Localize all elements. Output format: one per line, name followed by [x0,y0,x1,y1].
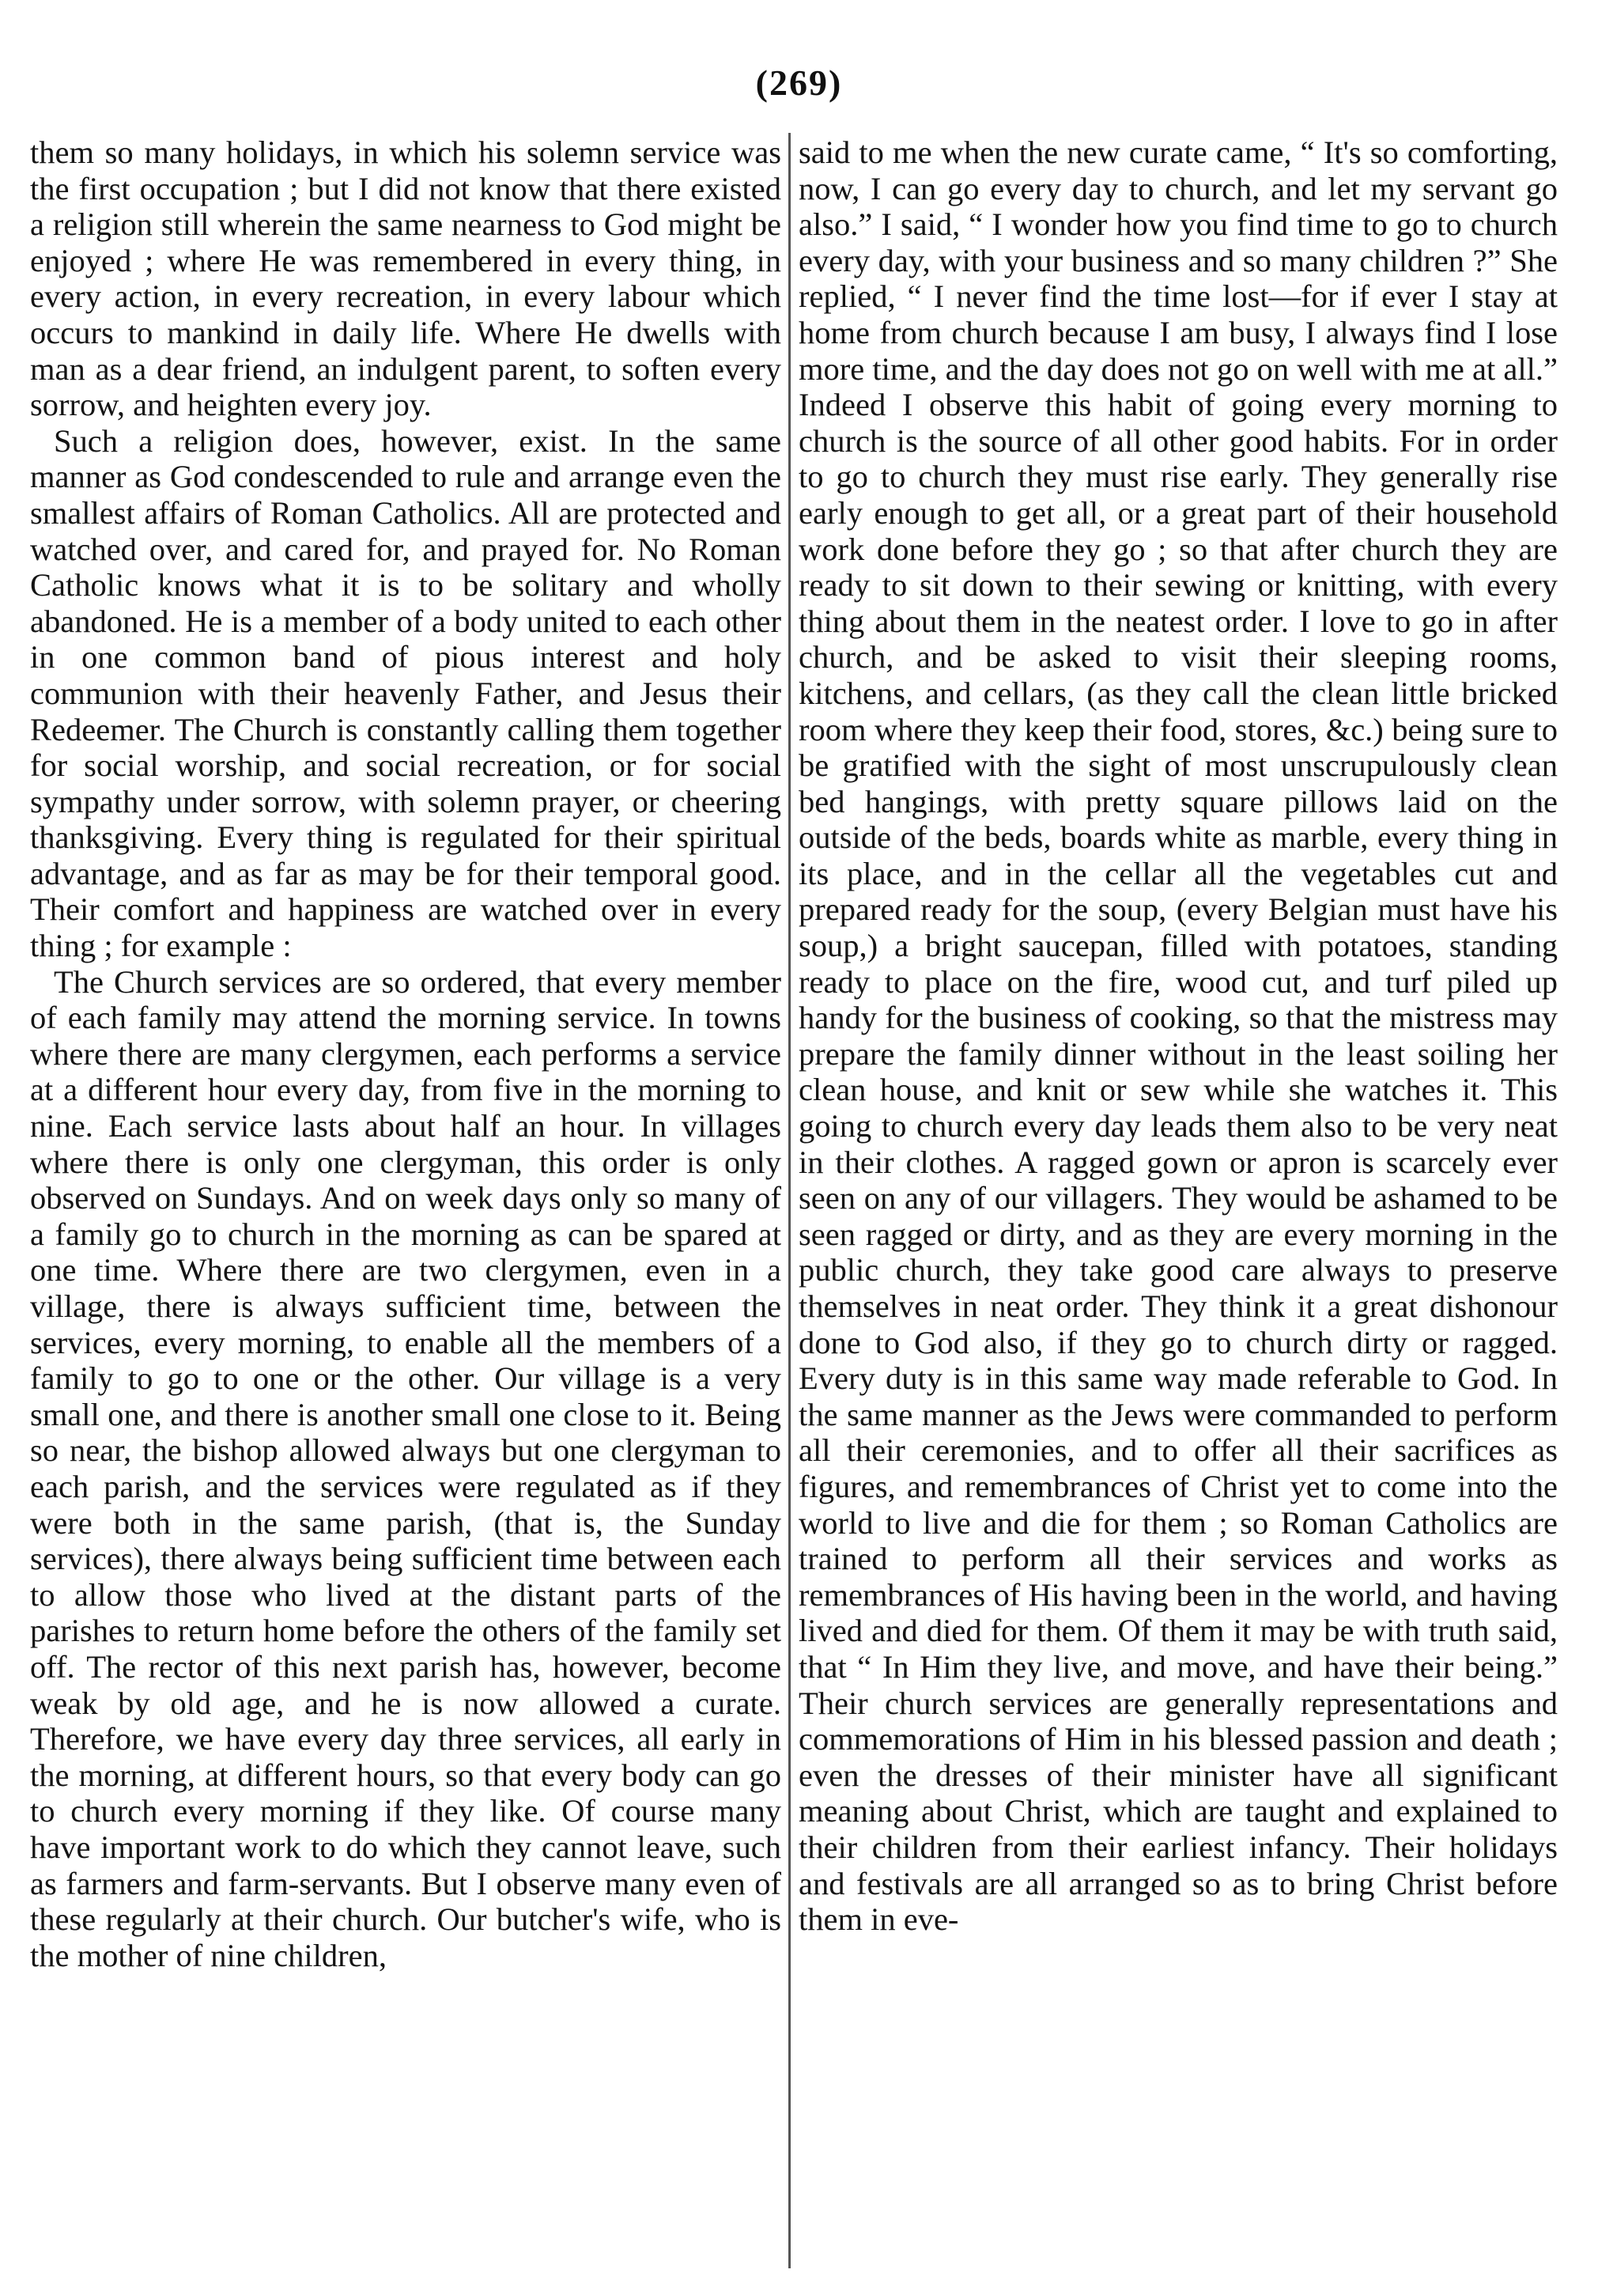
right-column [799,134,1558,2270]
right-paragraph-1: said to me when the new curate came, “ It's so comforting, now, I can go every day to church, and let my servant go also.” I said, “ I wonder how you find time to go to church every day, with your business and so many children ?” She replied, “ I never find the time lost—for if ever I stay at home from church because I am busy, I always find I lose more time, and the day does not go on well with me at all.” Indeed I observe this habit of going every morning to church is the source of all other good habits. For in order to go to church they must rise early. They generally rise early enough to get all, or a great part of their household work done before they go ; so that after church they are ready to sit down to their sewing or knitting, with every thing about them in the neatest order. I love to go in after church, and be asked to visit their sleeping rooms, kitchens, and cellars, (as they call the clean little bricked room where they keep their food, stores, &c.) being sure to be gratified with the sight of most unscrupulously clean bed hangings, with pretty square pillows laid on the outside of the beds, boards white as marble, every thing in its place, and in the cellar all the vegetables cut and prepared ready for the soup, (every Belgian must have his soup,) a bright saucepan, filled with potatoes, standing ready to place on the fire, wood cut, and turf piled up handy for the business of cooking, so that the mistress may prepare the family dinner without in the least soiling her clean house, and knit or sew while she watches it. This going to church every day leads them also to be very neat in their clothes. A ragged gown or apron is scarcely ever seen on any of our villagers. They would be ashamed to be seen ragged or dirty, and as they are every morning in the public church, they take good care always to preserve themselves in neat order. They think it a great dishonour done to God also, if they go to church dirty or ragged. Every duty is in this same way made referable to God. In the same manner as the Jews were commanded to perform all their ceremonies, and to offer all their sacrifices as figures, and remembrances of Christ yet to come into the world to live and die for them ; so Roman Catholics are trained to perform all their services and works as remembrances of His having been in the world, and having lived and died for them. Of them it may be with truth said, that “ In Him they live, and move, and have their being.” Their church services are generally representations and commemorations of Him in his blessed passion and death ; even the dresses of their minister have all significant meaning about Christ, which are taught and explained to their children from their earliest infancy. Their holidays and festivals are all arranged so as to bring Christ before them in eve- [799,134,1558,1938]
left-paragraph-1: them so many holidays, in which his solemn service was the first occupation ; but I did not know that there existed a religion still wherein the same nearness to God might be enjoyed ; where He was remembered in every thing, in every action, in every recreation, in every labour which occurs to mankind in daily life. Where He dwells with man as a dear friend, an indulgent parent, to soften every sorrow, and heighten every joy. [30,134,781,423]
column-divider [788,133,791,2268]
left-paragraph-3: The Church services are so ordered, that every member of each family may attend the morning service. In towns where there are many clergymen, each performs a service at a different hour every day, from five in the morning to nine. Each service lasts about half an hour. In villages where there is only one clergyman, this order is only observed on Sundays. And on week days only so many of a family go to church in the morning as can be spared at one time. Where there are two clergymen, even in a village, there is always sufficient time, between the services, every morning, to enable all the members of a family to go to one or the other. Our village is a very small one, and there is another small one close to it. Being so near, the bishop allowed always but one clergyman to each parish, and the services were regulated as if they were both in the same parish, (that is, the Sunday services), there always being sufficient time between each to allow those who lived at the distant parts of the parishes to return home before the others of the family set off. The rector of this next parish has, however, become weak by old age, and he is now allowed a curate. Therefore, we have every day three services, all early in the morning, at different hours, so that every body can go to church every morning if they like. Of course many have important work to do which they cannot leave, such as farmers and farm-servants. But I observe many even of these regularly at their church. Our butcher's wife, who is the mother of nine children, [30,963,781,1973]
left-paragraph-2: Such a religion does, however, exist. In the same manner as God condescended to rule and arrange even the smallest affairs of Roman Catholics. All are protected and watched over, and cared for, and prayed for. No Roman Catholic knows what it is to be solitary and wholly abandoned. He is a member of a body united to each other in one common band of pious interest and holy communion with their heavenly Father, and Jesus their Redeemer. The Church is constantly calling them together for social worship, and social recreation, or for social sympathy under sorrow, with solemn prayer, or cheering thanksgiving. Every thing is regulated for their spiritual advantage, and as far as may be for their temporal good. Their comfort and happiness are watched over in every thing ; for example : [30,422,781,964]
left-column [30,134,781,2270]
page-number: (269) [755,62,843,103]
